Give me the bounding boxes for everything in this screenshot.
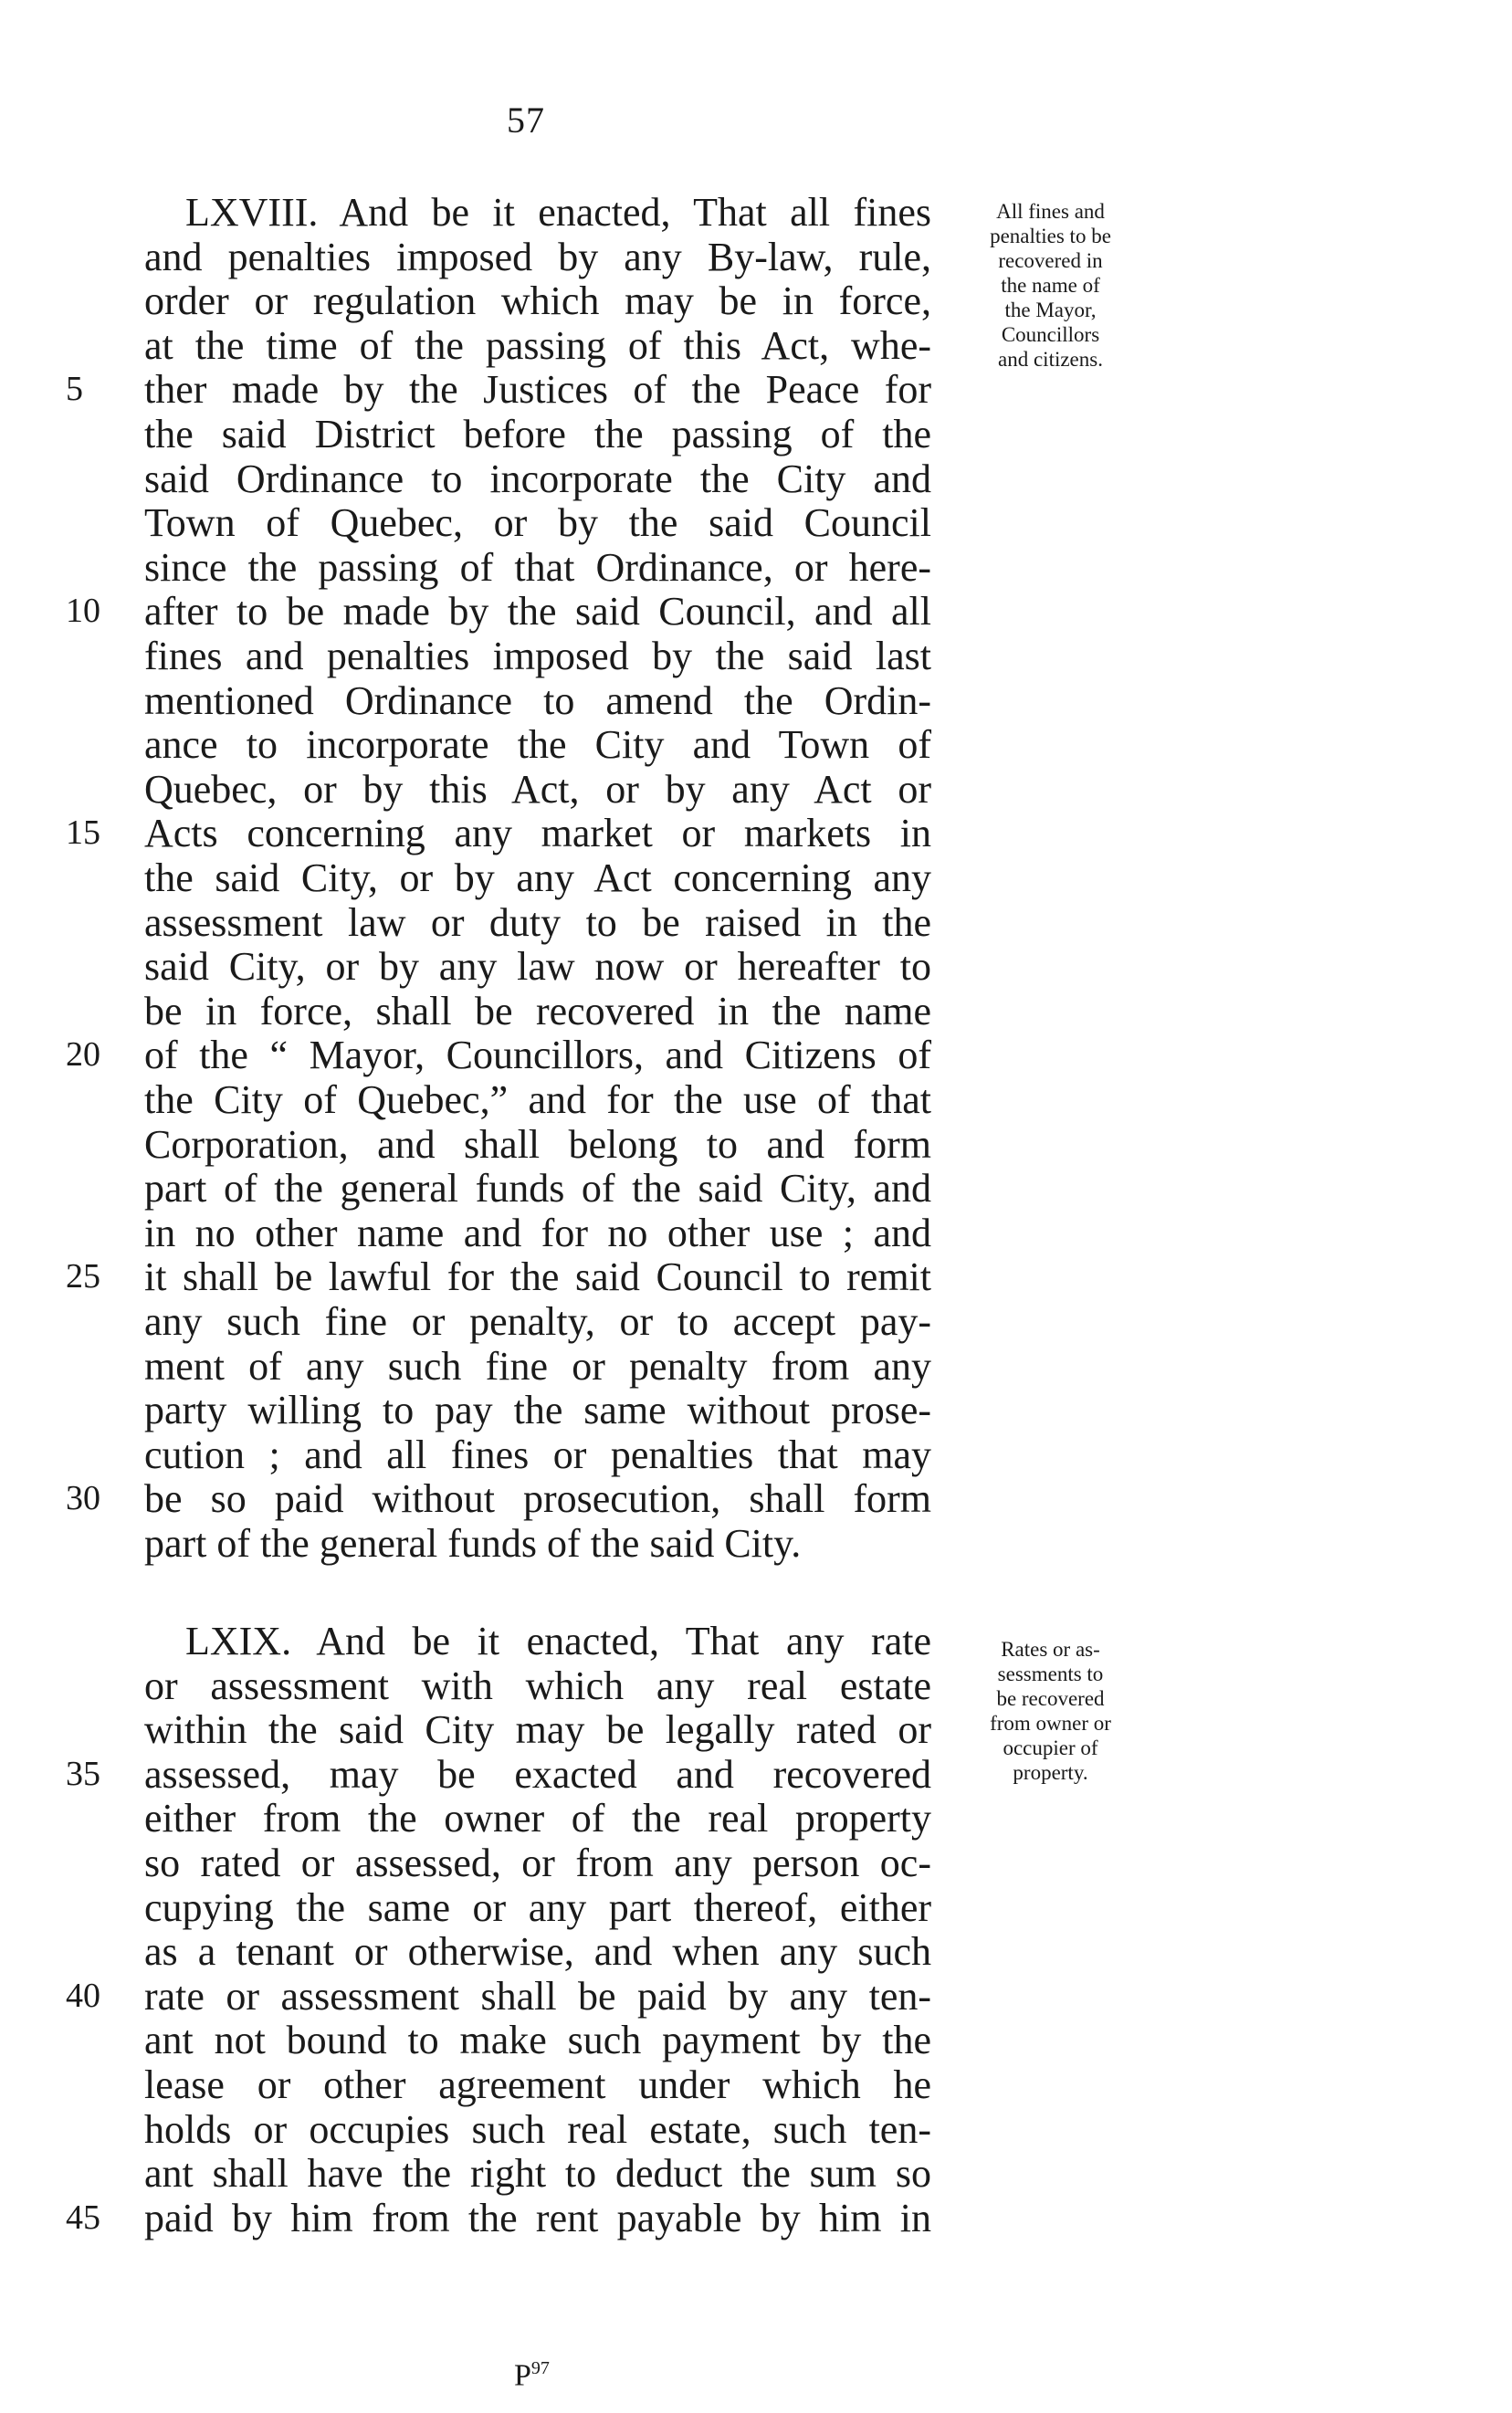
text-line: be so paid without prosecution, shall form <box>144 1476 931 1522</box>
margin-note-line: the Mayor, <box>1004 299 1097 321</box>
text-line: assessed, may be exacted and recovered <box>144 1751 931 1797</box>
text-line: Acts concerning any market or markets in <box>144 811 931 856</box>
text-line: part of the general funds of the said City, and <box>144 1166 931 1212</box>
text-line: after to be made by the said Council, and all <box>144 589 931 635</box>
margin-note-line: sessments to <box>997 1663 1104 1685</box>
margin-note-line: penalties to be <box>990 225 1111 247</box>
line-number: 30 <box>66 1479 100 1518</box>
text-line: the City of Quebec,” and for the use of that <box>144 1077 931 1122</box>
text-line: ment of any such fine or penalty from any <box>144 1343 931 1389</box>
text-line: or assessment with which any real estate <box>144 1663 931 1708</box>
margin-note-line: Councillors <box>1001 323 1100 346</box>
margin-note-line: from owner or <box>990 1712 1111 1735</box>
text-line: Corporation, and shall belong to and form <box>144 1121 931 1167</box>
line-number: 20 <box>66 1035 100 1075</box>
text-line: Quebec, or by this Act, or by any Act or <box>144 766 931 812</box>
text-line: of the “ Mayor, Councillors, and Citizens of <box>144 1033 931 1078</box>
text-line: as a tenant or otherwise, and when any such <box>144 1929 931 1975</box>
text-line: the said City, or by any Act concerning any <box>144 855 931 900</box>
margin-note-line: occupier of <box>1003 1736 1098 1759</box>
text-line: paid by him from the rent payable by him in <box>144 2195 931 2240</box>
text-line: since the passing of that Ordinance, or here- <box>144 544 931 590</box>
text-line: part of the general funds of the said City. <box>144 1521 802 1566</box>
text-line: LXVIII. And be it enacted, That all fines <box>185 190 931 235</box>
text-line: in no other name and for no other use ; and <box>144 1210 931 1255</box>
margin-note-line: All fines and <box>996 200 1105 223</box>
text-line: ther made by the Justices of the Peace for <box>144 367 931 413</box>
text-line: said City, or by any law now or hereafter to <box>144 944 931 990</box>
line-number: 45 <box>66 2198 100 2237</box>
text-line: LXIX. And be it enacted, That any rate <box>185 1619 931 1663</box>
text-line: assessment law or duty to be raised in the <box>144 899 931 945</box>
signature-mark: $P^{97}$ <box>514 2358 550 2393</box>
margin-note-line: and citizens. <box>998 348 1103 371</box>
margin-note-line: be recovered <box>996 1687 1105 1710</box>
text-line: rate or assessment shall be paid by any ten- <box>144 1973 931 2019</box>
text-line: and penalties imposed by any By-law, rule, <box>144 234 931 279</box>
line-number: 5 <box>66 370 83 409</box>
text-line: holds or occupies such real estate, such ten- <box>144 2106 931 2152</box>
text-line: either from the owner of the real property <box>144 1796 931 1841</box>
text-line: cution ; and all fines or penalties that may <box>144 1432 931 1477</box>
text-line: party willing to pay the same without prose- <box>144 1388 931 1433</box>
line-number: 35 <box>66 1754 100 1793</box>
margin-note <box>952 199 1149 372</box>
text-line: so rated or assessed, or from any person oc- <box>144 1841 931 1885</box>
line-number: 15 <box>66 813 100 853</box>
text-line: Town of Quebec, or by the said Council <box>144 500 931 546</box>
line-number: 10 <box>66 592 100 631</box>
margin-note-line: recovered in <box>998 249 1103 272</box>
text-line: lease or other agreement under which he <box>144 2062 931 2107</box>
text-line: order or regulation which may be in force, <box>144 278 931 324</box>
text-line: ance to incorporate the City and Town of <box>144 722 931 768</box>
text-line: be in force, shall be recovered in the name <box>144 988 931 1033</box>
margin-note-line: Rates or as- <box>1001 1638 1100 1661</box>
text-line: any such fine or penalty, or to accept pay- <box>144 1299 931 1344</box>
line-number: 25 <box>66 1257 100 1296</box>
line-number: 40 <box>66 1976 100 2015</box>
text-line: at the time of the passing of this Act, whe- <box>144 322 931 368</box>
text-line: within the said City may be legally rated or <box>144 1707 931 1753</box>
margin-note <box>952 1637 1149 1785</box>
margin-note-line: property. <box>1013 1761 1088 1784</box>
page-number: 57 <box>507 100 545 141</box>
text-line: cupying the same or any part thereof, either <box>144 1884 931 1930</box>
text-line: ant shall have the right to deduct the sum so <box>144 2151 931 2197</box>
text-line: said Ordinance to incorporate the City and <box>144 456 931 501</box>
text-line: fines and penalties imposed by the said last <box>144 634 931 678</box>
text-line: ant not bound to make such payment by the <box>144 2018 931 2063</box>
text-line: the said District before the passing of the <box>144 412 931 456</box>
text-line: it shall be lawful for the said Council to remit <box>144 1254 931 1300</box>
text-line: mentioned Ordinance to amend the Ordin- <box>144 677 931 723</box>
margin-note-line: the name of <box>1001 274 1100 297</box>
